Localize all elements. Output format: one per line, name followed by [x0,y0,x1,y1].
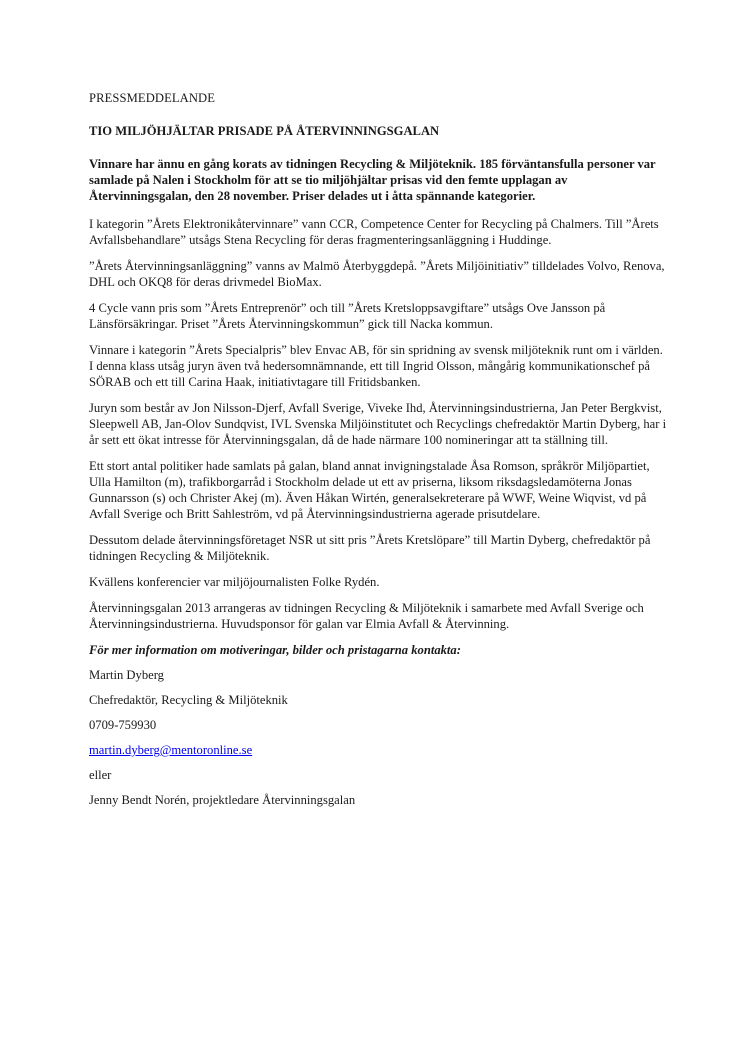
contact-role: Chefredaktör, Recycling & Miljöteknik [89,693,288,707]
body-paragraph: Juryn som består av Jon Nilsson-Djerf, Avfall Sverige, Viveke Ihd, Återvinningsindustrierna, Jan Peter Bergkvist, Sleepwell AB, Jan-Olov Sundqvist, IVL Svenska Miljöinstitutet och Recyclings chefredaktör Martin Dyberg, har i år sett ett ökat intresse för Återvinningsgalan, då de hade närmare 100 nomineringar att ta ställning till. [89,401,667,447]
body-paragraph: Vinnare i kategorin ”Årets Specialpris” blev Envac AB, för sin spridning av svensk miljöteknik runt om i världen. I denna klass utsåg juryn även två hedersomnämnande, ett till Ingrid Olsson, mångårig kommunikationschef på SÖRAB och ett till Carina Haak, initiativtagare till Fritidsbanken. [89,343,663,389]
contact-name: Martin Dyberg [89,668,164,682]
body-paragraph: Återvinningsgalan 2013 arrangeras av tidningen Recycling & Miljöteknik i samarbete med Avfall Sverige och Återvinningsindustrierna. Huvudsponsor för galan var Elmia Avfall & Återvinning. [89,601,644,631]
press-release [89,90,669,817]
body-paragraph: Dessutom delade återvinningsföretaget NSR ut sitt pris ”Årets Kretslöpare” till Martin Dyberg, chefredaktör på tidningen Recycling & Miljöteknik. [89,533,651,563]
lead-paragraph: Vinnare har ännu en gång korats av tidningen Recycling & Miljöteknik. 185 förväntansfulla personer var samlade på Nalen i Stockholm för att se tio miljöhjältar prisas vid den femte upplagan av Återvinningsgalan, den 28 november. Priser delades ut i åtta spännande kategorier. [89,157,656,203]
contact-email-link[interactable]: martin.dyberg@mentoronline.se [89,743,253,757]
info-heading: För mer information om motiveringar, bilder och pristagarna kontakta: [89,643,461,657]
contact-or: eller [89,768,112,782]
body-paragraph: Kvällens konferencier var miljöjournalisten Folke Rydén. [89,575,380,589]
body-paragraph: I kategorin ”Årets Elektronikåtervinnare” vann CCR, Competence Center for Recycling på Chalmers. Till ”Årets Avfallsbehandlare” utsågs Stena Recycling för deras fragmenteringsanläggning i Huddinge. [89,217,659,247]
alt-contact: Jenny Bendt Norén, projektledare Återvinningsgalan [89,793,356,807]
contact-phone: 0709-759930 [89,718,157,732]
body-paragraph: ”Årets Återvinningsanläggning” vanns av Malmö Återbyggdepå. ”Årets Miljöinitiativ” tilldelades Volvo, Renova, DHL och OKQ8 för deras drivmedel BioMax. [89,259,665,289]
body-paragraph: Ett stort antal politiker hade samlats på galan, bland annat invigningstalade Åsa Romson, språkrör Miljöpartiet, Ulla Hamilton (m), trafikborgarråd i Stockholm delade ut ett av priserna, liksom riksdagsledamöterna Jonas Gunnarsson (s) och Christer Akej (m). Även Håkan Wirtén, generalsekreterare på WWF, Weine Wiqvist, vd på Avfall Sverige och Britt Sahleström, vd på Återvinningsindustrierna agerade prisutdelare. [89,459,650,521]
document-label: PRESSMEDDELANDE [89,91,216,105]
body-paragraph: 4 Cycle vann pris som ”Årets Entreprenör” och till ”Årets Kretsloppsavgiftare” utsågs Ove Jansson på Länsförsäkringar. Priset ”Årets Återvinningskommun” gick till Nacka kommun. [89,301,606,331]
headline: TIO MILJÖHJÄLTAR PRISADE PÅ ÅTERVINNINGSGALAN [89,124,440,138]
